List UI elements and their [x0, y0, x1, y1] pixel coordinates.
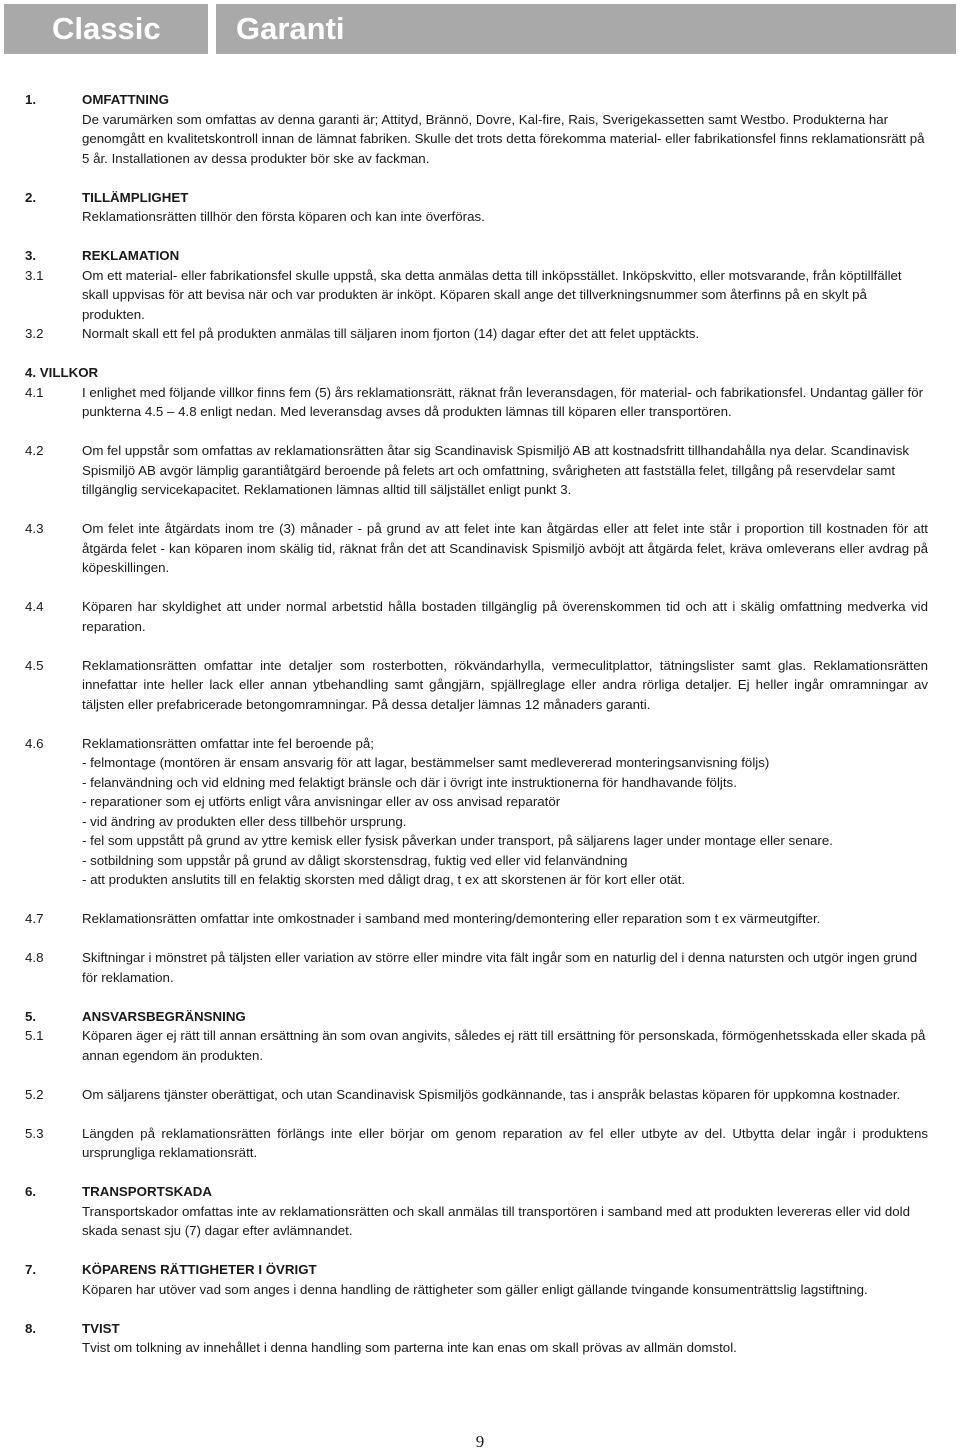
clause-number: 4.3 [25, 521, 44, 536]
clause-number: 4.8 [25, 950, 44, 965]
clause-text: Normalt skall ett fel på produkten anmälas till säljaren inom fjorton (14) dagar efter det att felet upptäckts. [82, 326, 700, 341]
section-number: 5. [25, 1008, 37, 1024]
clause-number: 5.1 [25, 1028, 44, 1043]
list-item: - felmontage (montören är ensam ansvarig för att lagar, bestämmelser samt medlevererad monteringsanvisning följs) [82, 755, 770, 770]
clause-text: I enlighet med följande villkor finns fem (5) års reklamationsrätt, räknat från leveransdagen, för material- och fabrikationsfel. Undantag gäller för punkterna 4.5 – 4.8 enligt nedan. Med leveransdag avses då produkten lämnas till köparen eller transportören. [82, 384, 924, 419]
clause-text: Reklamationsrätten omfattar inte omkostnader i samband med montering/demontering eller reparation som t ex värmeutgifter. [82, 911, 821, 926]
clause-number: 5.2 [25, 1086, 44, 1102]
clause-5-2 [25, 1085, 928, 1105]
section-text: Reklamationsrätten tillhör den första köparen och kan inte överföras. [82, 209, 485, 224]
clause-text: Om säljarens tjänster oberättigat, och utan Scandinavisk Spismiljös godkännande, tas i anspråk belastas köparen för uppkomna kostnader. [82, 1086, 901, 1102]
clause-4-5 [25, 656, 928, 715]
section-text: Tvist om tolkning av innehållet i denna handling som parterna inte kan enas om skall prövas av allmän domstol. [82, 1340, 737, 1355]
clause-text: Om ett material- eller fabrikationsfel skulle uppstå, ska detta anmälas detta till inköpsstället. Inköpskvitto, eller motsvarande, från köptillfället skall uppvisas för att bevisa när och var produkten är inköpt. Köparen skall ange det tillverkningsnummer som återfinns på en skylt på produkten. [82, 267, 902, 322]
section-text: De varumärken som omfattas av denna garanti är; Attityd, Brännö, Dovre, Kal-fire, Rais, Sverigekassetten samt Westbo. Produkterna har genomgått en kvalitetskontroll innan de lämnat fabriken. Skulle det trots detta förekomma material- eller fabrikationsfel finns reklamationsrätt på 5 år. Installationen av dessa produkter bör ske av fackman. [82, 111, 925, 166]
section-number: 7. [25, 1262, 37, 1277]
clause-text: Köparen äger ej rätt till annan ersättning än som ovan angivits, således ej rätt till ersättning för personskada, förmögenhetsskada eller skada på annan egendom än produkten. [82, 1028, 926, 1063]
list-item: - sotbildning som uppstår på grund av dåligt skorstensdrag, fuktig ved eller vid felanvändning [82, 852, 628, 868]
clause-number: 3.1 [25, 267, 44, 283]
list-item: - att produkten anslutits till en felaktig skorsten med dåligt drag, t ex att skorstenen är för kort eller otät. [82, 872, 686, 887]
list-item: - reparationer som ej utförts enligt våra anvisningar eller av oss anvisad reparatör [82, 794, 561, 809]
clause-4-3 [25, 519, 928, 578]
exclusion-list [82, 753, 928, 890]
clause-4-8 [25, 948, 928, 987]
clause-text: Om fel uppstår som omfattas av reklamationsrätten åtar sig Scandinavisk Spismiljö AB att kostnadsfritt tillhandahålla nya delar. Scandinavisk Spismiljö AB avgör lämplig garantiåtgärd beroende på felets art och omfattning, svårigheten att fastställa felet, tillgång på reservdelar samt tillgänglig servicekapacitet. Reklamationen lämnas alltid till säljstället enligt punkt 3. [82, 443, 910, 497]
section-title: ANSVARSBEGRÄNSNING [82, 1008, 246, 1024]
clause-4-7 [25, 909, 928, 929]
clause-3-1 [25, 266, 928, 325]
section-text: Köparen har utöver vad som anges i denna handling de rättigheter som gäller enligt gällande tvingande konsumenträttslig lagstiftning. [82, 1281, 868, 1297]
clause-5-1 [25, 1026, 928, 1065]
clause-number: 4.2 [25, 443, 44, 458]
section-title: REKLAMATION [82, 248, 180, 263]
section-title: OMFATTNING [82, 92, 169, 107]
section-number: 1. [25, 92, 37, 107]
clause-number: 4.6 [25, 735, 44, 751]
document-body [25, 90, 928, 1377]
section-text: Transportskador omfattas inte av reklamationsrätten och skall anmälas till transportören i samband med att produkten levereras eller vid dold skada senast sju (7) dagar efter avlämnandet. [82, 1203, 911, 1238]
section-number: 8. [25, 1320, 37, 1336]
header-brand: Classic [4, 4, 208, 54]
clause-number: 4.4 [25, 599, 44, 614]
page-header [4, 4, 956, 54]
section-number: 2. [25, 189, 37, 205]
list-item: - fel som uppstått på grund av yttre kemisk eller fysisk påverkan under transport, på säljarens lager under montage eller senare. [82, 833, 833, 848]
section-villkor [25, 363, 928, 987]
section-title: TRANSPORTSKADA [82, 1184, 213, 1199]
section-koparens-rattigheter [25, 1260, 928, 1299]
clause-text: Om felet inte åtgärdats inom tre (3) månader - på grund av att felet inte kan åtgärdas eller att felet inte står i proportion till kostnaden för att åtgärda felet - kan köparen inom skälig tid, räknat från det att Scandinavisk Spismiljö avböjt att åtgärda felet, kräva omleverans eller avdrag på köpeskillingen. [82, 521, 928, 575]
section-reklamation [25, 246, 928, 344]
clause-5-3 [25, 1124, 928, 1163]
clause-text: Skiftningar i mönstret på täljsten eller variation av större eller mindre vita fält ingår som en naturlig del i denna natursten och utgör ingen grund för reklamation. [82, 950, 918, 985]
clause-text: Längden på reklamationsrätten förlängs inte eller börjar om genom reparation av fel eller utbyte av del. Utbytta delar ingår i produktens ursprungliga reklamationsrätt. [82, 1125, 928, 1160]
clause-3-2 [25, 324, 928, 344]
section-ansvarsbegransning [25, 1007, 928, 1163]
header-title: Garanti [216, 4, 956, 54]
list-item: - vid ändring av produkten eller dess tillbehör ursprung. [82, 813, 407, 829]
section-title: TVIST [82, 1320, 120, 1336]
clause-text: Köparen har skyldighet att under normal arbetstid hålla bostaden tillgänglig på överenskommen tid och att i skälig omfattning medverka vid reparation. [82, 599, 928, 634]
list-item: - felanvändning och vid eldning med felaktigt bränsle och där i övrigt inte instruktionerna för handhavande följts. [82, 774, 737, 790]
page-number: 9 [475, 1432, 485, 1451]
section-tillamplighet [25, 188, 928, 227]
section-title: KÖPARENS RÄTTIGHETER I ÖVRIGT [82, 1262, 317, 1277]
clause-number: 4.7 [25, 911, 44, 926]
clause-4-4 [25, 597, 928, 636]
clause-number: 4.1 [25, 384, 44, 400]
section-omfattning [25, 90, 928, 168]
clause-text: Reklamationsrätten omfattar inte detaljer som rosterbotten, rökvändarhylla, vermeculitplattor, tätningslister samt glas. Reklamationsrätten innefattar inte heller lack eller annan ytbehandling samt gångjärn, spjällreglage eller andra rörliga detaljer. Ej heller ingår omramningar av täljsten eller prefabricerade betongomramningar. På dessa detaljer lämnas 12 månaders garanti. [82, 657, 928, 712]
section-title: 4. VILLKOR [25, 365, 99, 380]
clause-4-2 [25, 441, 928, 500]
section-transportskada [25, 1182, 928, 1241]
section-tvist [25, 1319, 928, 1358]
clause-number: 5.3 [25, 1125, 44, 1141]
section-number: 6. [25, 1184, 37, 1199]
section-title: TILLÄMPLIGHET [82, 189, 189, 205]
clause-4-1 [25, 383, 928, 422]
clause-4-6 [25, 734, 928, 890]
clause-number: 4.5 [25, 657, 44, 673]
section-number: 3. [25, 248, 37, 263]
clause-text: Reklamationsrätten omfattar inte fel beroende på; [82, 735, 374, 751]
clause-number: 3.2 [25, 326, 44, 341]
